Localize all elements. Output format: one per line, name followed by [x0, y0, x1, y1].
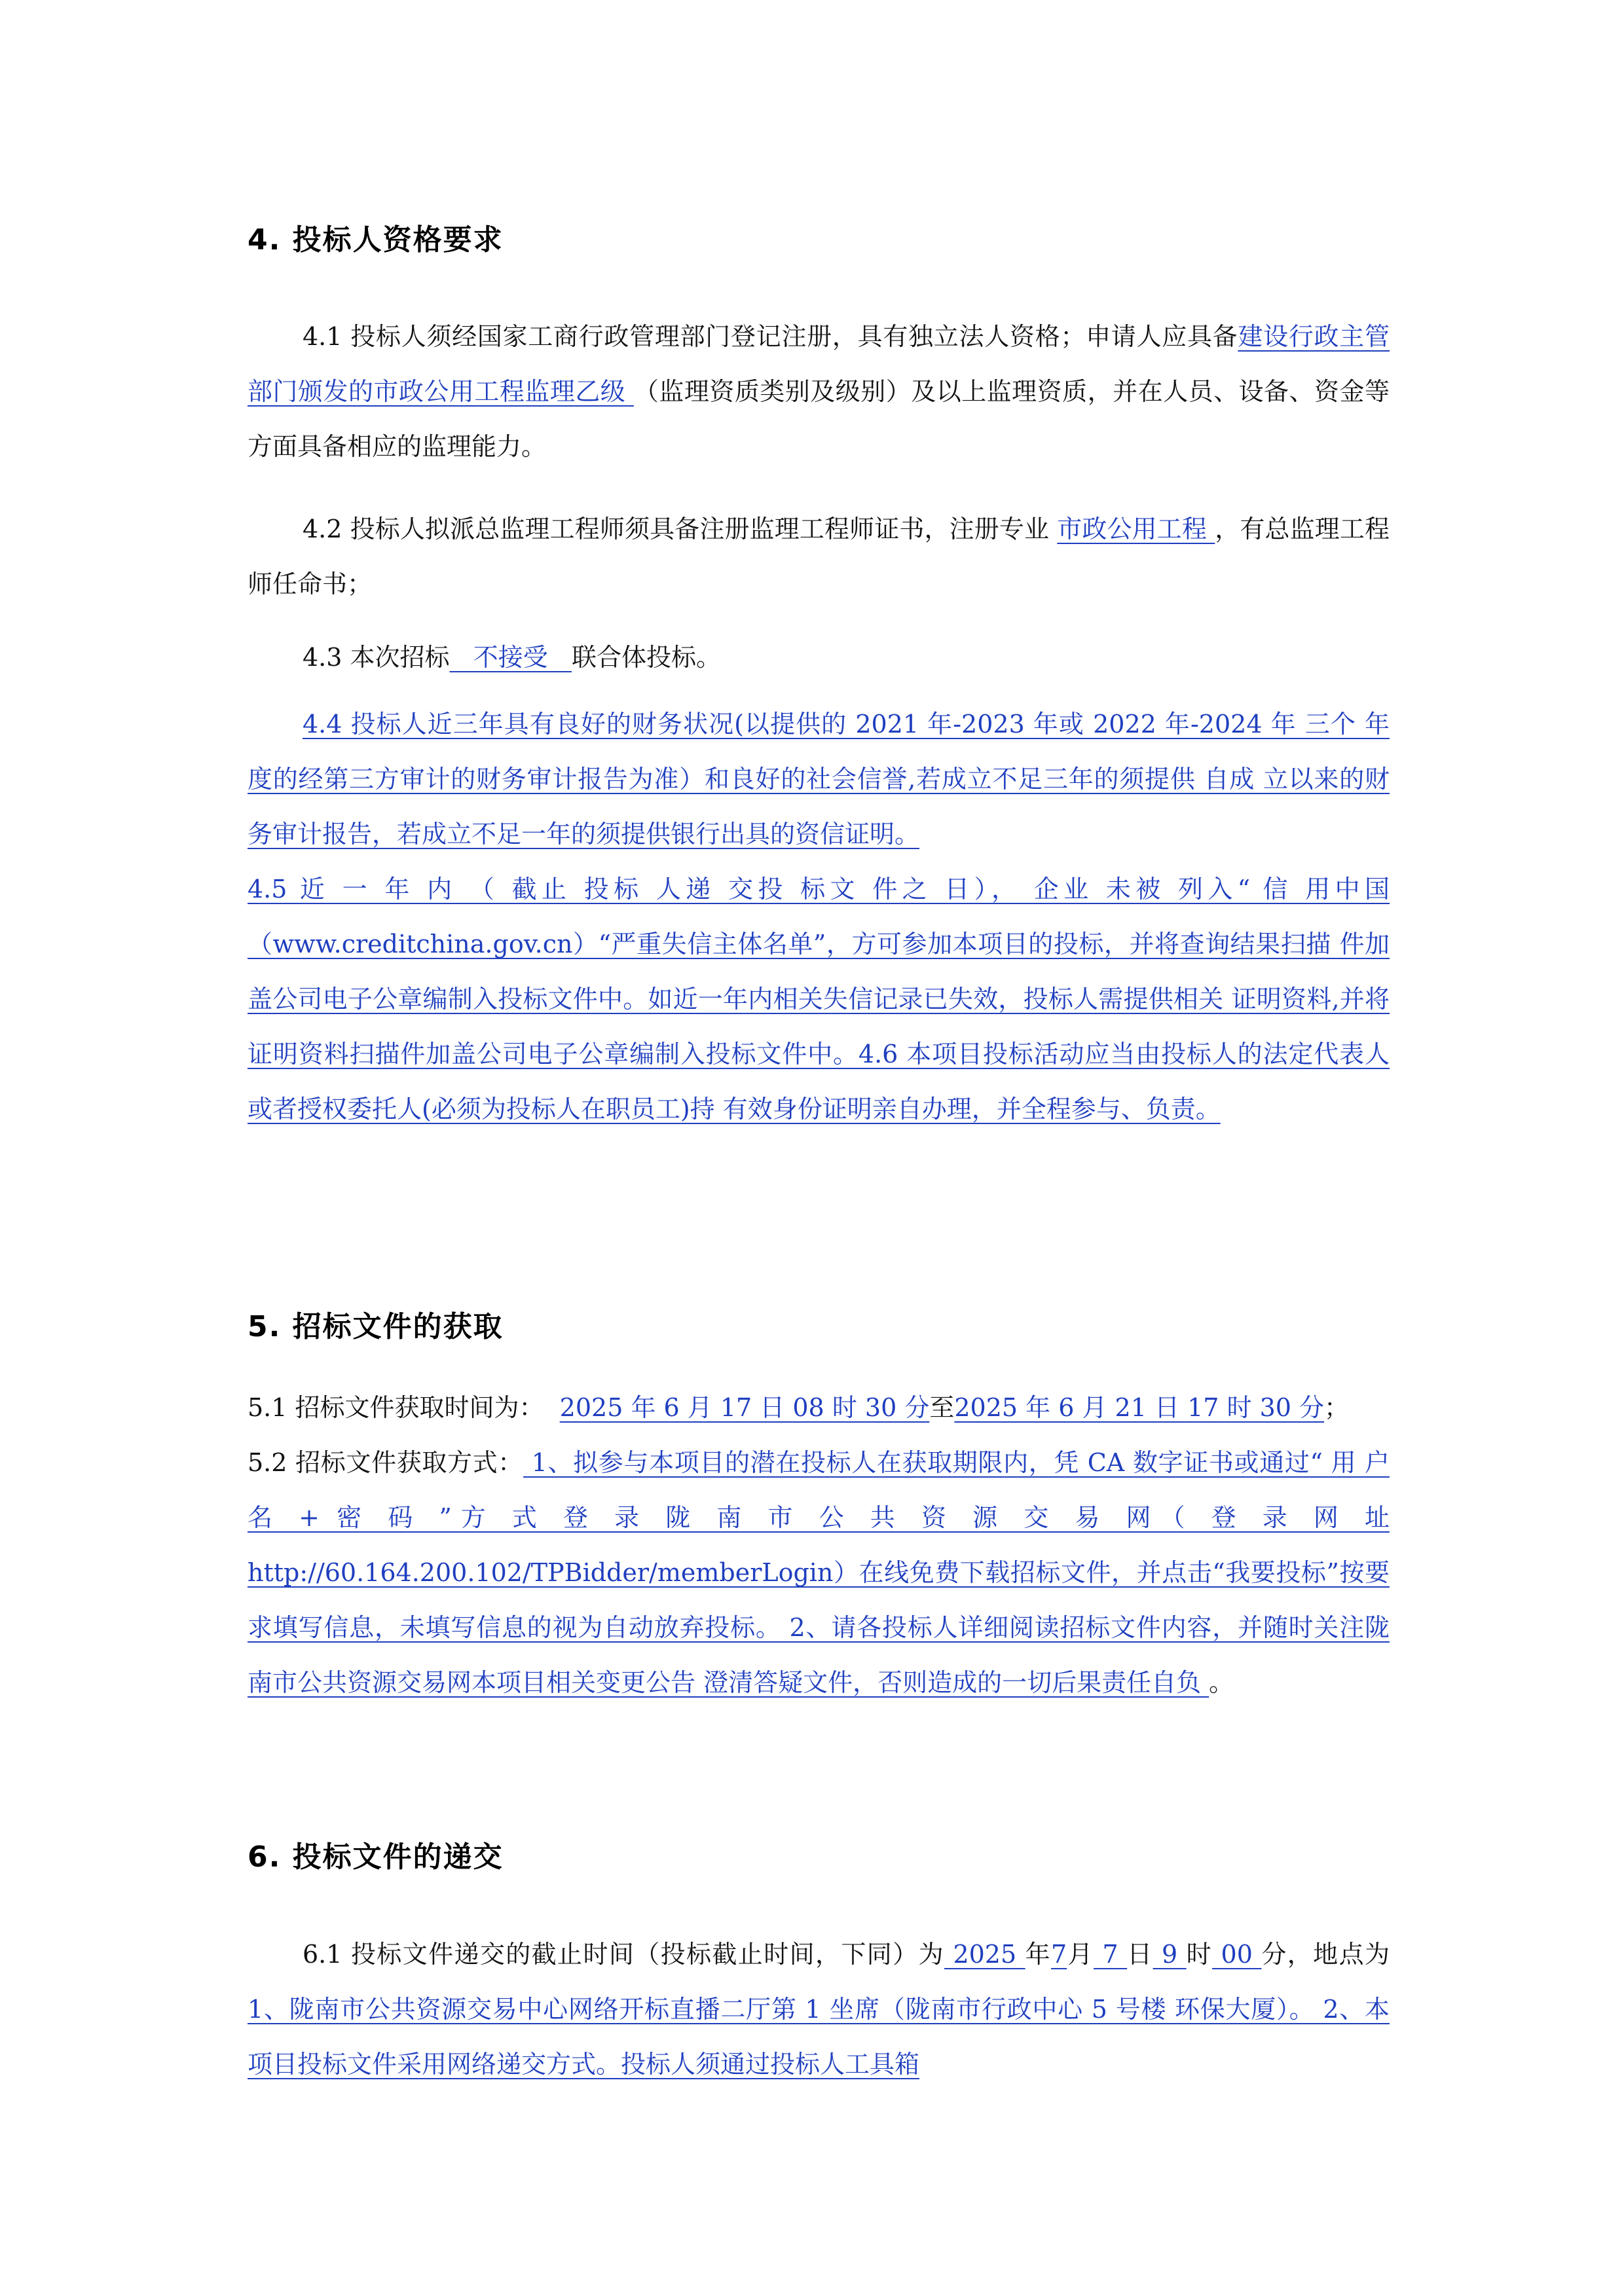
p42-specialty: 市政公用工程: [1057, 515, 1215, 543]
p61-year: 2025: [944, 1940, 1025, 1969]
p52-text: 5.2 招标文件获取方式：: [248, 1448, 523, 1477]
paragraph-5-1: [248, 1380, 1390, 1435]
p43-text-cont: 联合体投标。: [572, 643, 722, 672]
p41-text-cont: （监理资质类别及级别）及以上监理资质，并在人员、设备、资金等方面具备相应的监理能力。: [248, 377, 1390, 461]
p61-day: 7: [1094, 1940, 1128, 1969]
p41-qualification-link: 建设行政主管部门颁发的市政公用工程监理乙级: [248, 322, 1390, 406]
p43-text: 4.3 本次招标: [303, 643, 450, 672]
p61-day-unit: 日: [1127, 1940, 1153, 1969]
p51-end-time: 2025 年 6 月 21 日 17 时 30 分: [954, 1393, 1325, 1422]
p61-hour: 9: [1153, 1940, 1187, 1969]
p43-consortium: 不接受: [449, 643, 572, 672]
p61-text: 6.1 投标文件递交的截止时间（投标截止时间，下同）为: [303, 1940, 944, 1969]
p51-to: 至: [929, 1393, 955, 1422]
p61-month: 7: [1051, 1940, 1067, 1969]
p61-hour-unit: 时: [1186, 1940, 1213, 1969]
section-5-heading: 5. 招标文件的获取: [248, 1310, 504, 1343]
paragraph-4-2: [248, 501, 1390, 611]
section-6-heading: 6. 投标文件的递交: [248, 1840, 504, 1874]
p61-text-cont: 分，地点为: [1261, 1940, 1390, 1969]
paragraph-4-1: [248, 309, 1390, 474]
p51-text: 5.1 招标文件获取时间为：: [248, 1393, 560, 1422]
paragraph-4-3: [248, 630, 1390, 685]
p61-minute: 00: [1212, 1940, 1262, 1969]
paragraph-5-2: [248, 1435, 1390, 1710]
paragraph-4-5: 4.5 近 一 年 内 （ 截止 投标 人递 交投 标文 件之 日）， 企业 未被 列入“ 信 用中国 （www.creditchina.gov.cn）“严重失信主体名单”，方可参加本项目的投标，并将查询结果扫描 件加盖公司电子公章编制入投标文件中。如近一年内相关失信记录已失效，投标人需提供相关 证明资料,并将证明资料扫描件加盖公司电子公章编制入投标文件中。4.6 本项目投标活动应当由投标人的法定代表人或者授权委托人(必须为投标人在职员工)持 有效身份证明亲自办理，并全程参与、负责。: [248, 875, 1390, 1123]
p61-month-unit: 月: [1067, 1940, 1094, 1969]
p61-location: 1、陇南市公共资源交易中心网络开标直播二厅第 1 坐席（陇南市行政中心 5 号楼 环保大厦）。 2、本项目投标文件采用网络递交方式。投标人须通过投标人工具箱: [248, 1995, 1390, 2079]
p52-end: 。: [1209, 1668, 1234, 1697]
p51-end: ；: [1324, 1393, 1350, 1422]
p61-year-unit: 年: [1025, 1940, 1052, 1969]
paragraph-6-1: [248, 1927, 1390, 2092]
p42-text-cont: ，有总监理工程师任命书；: [248, 515, 1390, 598]
p42-text: 4.2 投标人拟派总监理工程师须具备注册监理工程师证书，注册专业: [303, 515, 1058, 543]
p41-text: 4.1 投标人须经国家工商行政管理部门登记注册，具有独立法人资格；申请人应具备: [303, 322, 1238, 351]
paragraph-4-4: 4.4 投标人近三年具有良好的财务状况(以提供的 2021 年-2023 年或 2022 年-2024 年 三个 年度的经第三方审计的财务审计报告为准）和良好的社会信誉,若成立不足三年的须提供 自成 立以来的财务审计报告，若成立不足一年的须提供银行出具的资信证明。: [248, 710, 1390, 848]
p52-method: 1、拟参与本项目的潜在投标人在获取期限内，凭 CA 数字证书或通过“ 用 户 名 + 密 码 ”方 式 登 录 陇 南 市 公 共 资 源 交 易 网（ 登 录 网 址 http://60.164.200.102/TPBidder/memberLogin）在线免费下载招标文件，并点击“我要投标”按要 求填写信息，未填写信息的视为自动放弃投标。 2、请各投标人详细阅读招标文件内容，并随时关注陇南市公共资源交易网本项目相关变更公告 澄清答疑文件，否则造成的一切后果责任自负: [248, 1448, 1390, 1697]
section-4-heading: 4. 投标人资格要求: [248, 223, 504, 257]
p51-start-time: 2025 年 6 月 17 日 08 时 30 分: [559, 1393, 930, 1422]
